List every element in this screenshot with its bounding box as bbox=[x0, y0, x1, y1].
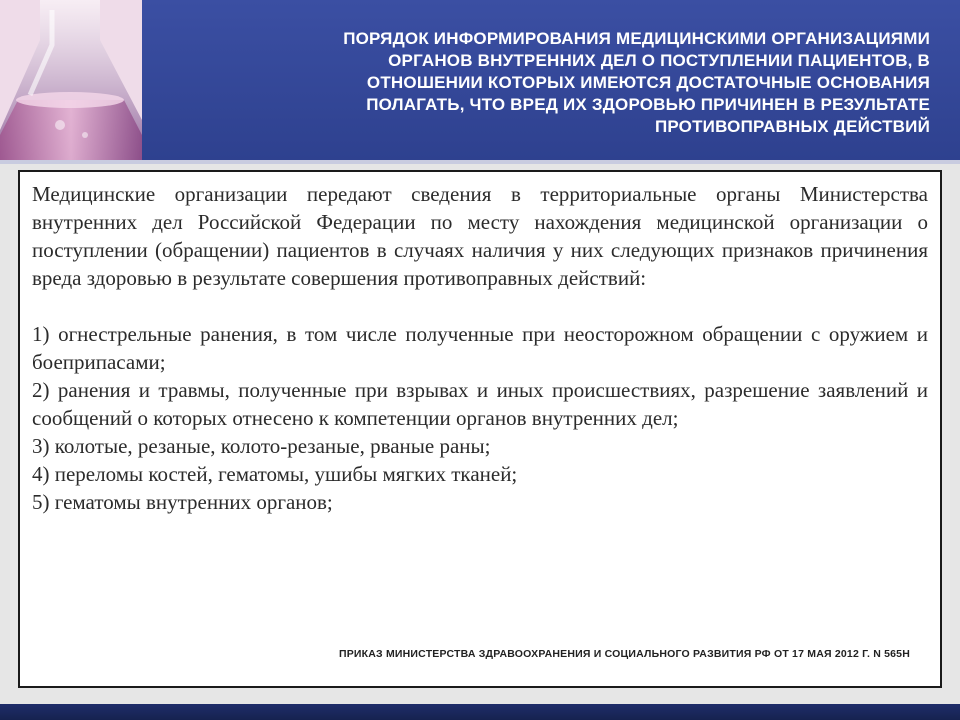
title-line: ОТНОШЕНИИ КОТОРЫХ ИМЕЮТСЯ ДОСТАТОЧНЫЕ ОСНОВАНИЯ bbox=[366, 73, 930, 92]
intro-paragraph: Медицинские организации передают сведения в территориальные органы Министерства внутренних дел Российской Федерации по месту нахождения медицинской организации о поступлении (обращении) пациентов в случаях наличия у них следующих признаков причинения вреда здоровью в результате совершения противоправных действий: bbox=[32, 182, 928, 290]
title-line: ОРГАНОВ ВНУТРЕННИХ ДЕЛ О ПОСТУПЛЕНИИ ПАЦИЕНТОВ, В bbox=[388, 51, 930, 70]
list-item: 4) переломы костей, гематомы, ушибы мягких тканей; bbox=[32, 462, 518, 486]
header-divider bbox=[0, 160, 960, 164]
content-box bbox=[18, 170, 942, 688]
source-citation: ПРИКАЗ МИНИСТЕРСТВА ЗДРАВООХРАНЕНИЯ И СОЦИАЛЬНОГО РАЗВИТИЯ РФ ОТ 17 МАЯ 2012 Г. N 565Н bbox=[338, 648, 910, 660]
list-item: 2) ранения и травмы, полученные при взрывах и иных происшествиях, разрешение заявлений и сообщений о которых отнесено к компетенции органов внутренних дел; bbox=[32, 378, 928, 430]
list-item: 1) огнестрельные ранения, в том числе полученные при неосторожном обращении с оружием и боеприпасами; bbox=[32, 322, 928, 374]
list-item: 3) колотые, резаные, колото-резаные, рваные раны; bbox=[32, 434, 491, 458]
title-line: ПРОТИВОПРАВНЫХ ДЕЙСТВИЙ bbox=[654, 117, 930, 136]
slide-header bbox=[0, 0, 960, 160]
page-title bbox=[170, 28, 930, 138]
title-line: ПОЛАГАТЬ, ЧТО ВРЕД ИХ ЗДОРОВЬЮ ПРИЧИНЕН В РЕЗУЛЬТАТЕ bbox=[366, 95, 930, 114]
title-line: ПОРЯДОК ИНФОРМИРОВАНИЯ МЕДИЦИНСКИМИ ОРГАНИЗАЦИЯМИ bbox=[343, 29, 930, 48]
paragraph-gap bbox=[32, 292, 928, 320]
bottom-bar bbox=[0, 704, 960, 720]
list-item: 5) гематомы внутренних органов; bbox=[32, 490, 333, 514]
body-text bbox=[32, 180, 928, 516]
laboratory-flask-icon bbox=[0, 0, 142, 160]
